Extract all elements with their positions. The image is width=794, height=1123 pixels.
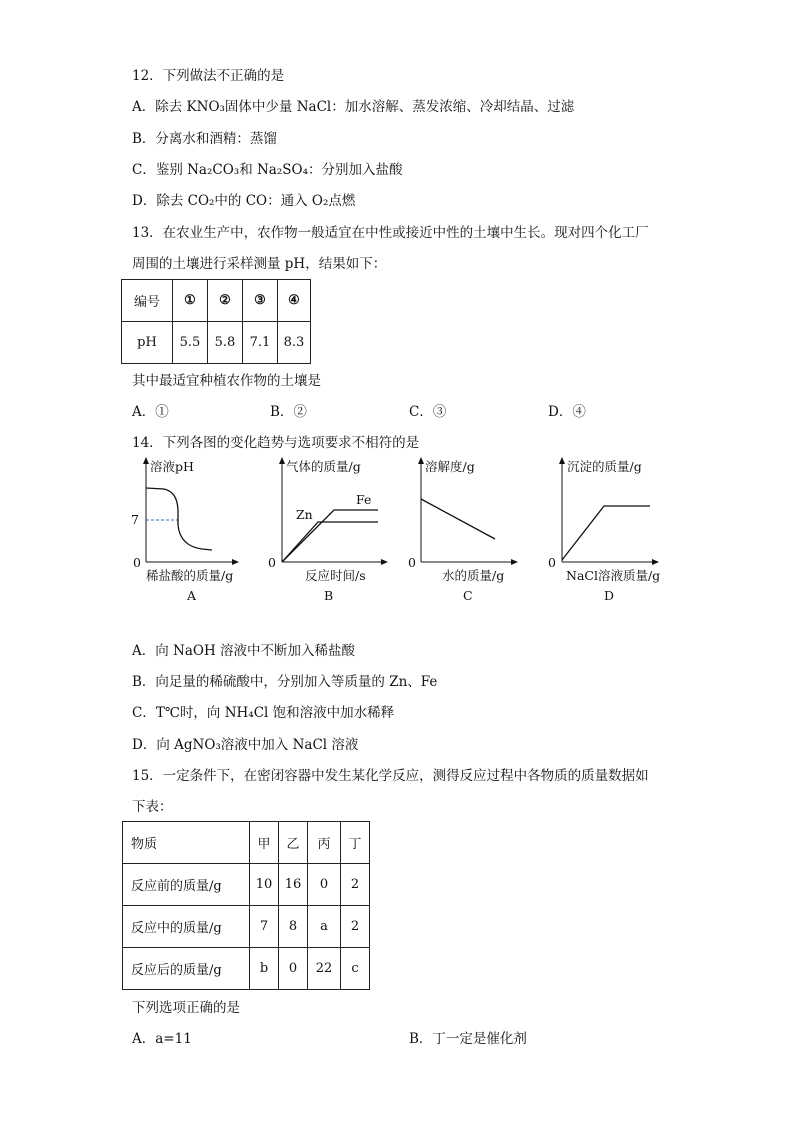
graph-b-zn-line: [282, 522, 378, 562]
q15-row1-bing: 0: [308, 864, 341, 906]
graph-d-caption: D: [604, 588, 615, 603]
graph-d-origin: 0: [548, 555, 556, 570]
q14-option-d: D．向 AgNO₃溶液中加入 NaCl 溶液: [132, 737, 359, 753]
graph-b-ylabel: 气体的质量/g: [286, 459, 361, 474]
graph-c-line: [421, 499, 495, 539]
graph-a-tick-7: 7: [131, 512, 139, 527]
graph-a-origin: 0: [133, 555, 141, 570]
graph-d-line: [562, 506, 650, 560]
q12-option-a: A．除去 KNO₃固体中少量 NaCl：加水溶解、蒸发浓缩、冷却结晶、过滤: [132, 99, 575, 115]
graph-b-xlabel: 反应时间/s: [305, 568, 366, 583]
q15-header-yi: 乙: [279, 822, 308, 864]
graph-a-curve: [146, 488, 212, 550]
q13-table-cell-1: 5.5: [173, 322, 208, 364]
q15-header-ding: 丁: [341, 822, 370, 864]
q15-mass-table: [122, 821, 370, 990]
q15-row3-jia: b: [250, 948, 279, 990]
graph-b: [268, 459, 385, 603]
q12-option-b: B．分离水和酒精：蒸馏: [132, 131, 277, 147]
q15-header-jia: 甲: [250, 822, 279, 864]
graph-c-origin: 0: [408, 555, 416, 570]
graph-b-zn-label: Zn: [296, 507, 313, 522]
q13-table-cell-4: 8.3: [278, 322, 311, 364]
q15-row2-bing: a: [308, 906, 341, 948]
q13-table-header-4: ④: [278, 280, 311, 322]
q15-row1-jia: 10: [250, 864, 279, 906]
q14-option-a: A．向 NaOH 溶液中不断加入稀盐酸: [132, 643, 356, 659]
q15-row3-bing: 22: [308, 948, 341, 990]
q15-row3-label: 反应后的质量/g: [123, 948, 250, 990]
q12-option-c: C．鉴别 Na₂CO₃和 Na₂SO₄：分别加入盐酸: [132, 162, 403, 178]
q13-table-header-label: 编号: [122, 280, 173, 322]
q14-stem: 14．下列各图的变化趋势与选项要求不相符的是: [132, 435, 420, 451]
q13-option-b: B．②: [270, 404, 307, 420]
graph-d-ylabel: 沉淀的质量/g: [567, 459, 642, 474]
q13-option-a: A．①: [132, 404, 169, 420]
graph-a-ylabel: 溶液pH: [150, 459, 194, 474]
q15-question: 下列选项正确的是: [132, 1000, 240, 1016]
q13-table-header-1: ①: [173, 280, 208, 322]
graph-b-fe-label: Fe: [356, 492, 372, 507]
q15-row3-yi: 0: [279, 948, 308, 990]
q15-row2-jia: 7: [250, 906, 279, 948]
q12-option-d: D．除去 CO₂中的 CO：通入 O₂点燃: [132, 193, 356, 209]
q13-question: 其中最适宜种植农作物的土壤是: [132, 373, 321, 389]
q15-row2-ding: 2: [341, 906, 370, 948]
q13-table-row-label: pH: [122, 322, 173, 364]
graph-c-xlabel: 水的质量/g: [442, 568, 505, 583]
q13-stem-line2: 周围的土壤进行采样测量 pH，结果如下：: [132, 256, 387, 272]
graph-a: [131, 459, 236, 603]
q15-row1-ding: 2: [341, 864, 370, 906]
graph-d-xlabel: NaCl溶液质量/g: [566, 568, 661, 583]
q13-table-header-3: ③: [243, 280, 278, 322]
graph-c: [408, 459, 515, 603]
q12-stem: 12．下列做法不正确的是: [132, 68, 285, 84]
q14-option-b: B．向足量的稀硫酸中，分别加入等质量的 Zn、Fe: [132, 674, 438, 690]
q15-row1-yi: 16: [279, 864, 308, 906]
q15-stem-line2: 下表：: [132, 799, 173, 815]
q13-table-cell-3: 7.1: [243, 322, 278, 364]
q15-row1-label: 反应前的质量/g: [123, 864, 250, 906]
q13-option-c: C．③: [409, 404, 447, 420]
graph-a-xlabel: 稀盐酸的质量/g: [146, 568, 234, 583]
q13-stem-line1: 13．在农业生产中，农作物一般适宜在中性或接近中性的土壤中生长。现对四个化工厂: [132, 225, 649, 241]
q15-header-bing: 丙: [308, 822, 341, 864]
q13-option-d: D．④: [548, 404, 586, 420]
q13-table-cell-2: 5.8: [208, 322, 243, 364]
q15-option-b: B．丁一定是催化剂: [409, 1031, 527, 1047]
q13-table-header-2: ②: [208, 280, 243, 322]
q15-row2-yi: 8: [279, 906, 308, 948]
q15-header-substance: 物质: [123, 822, 250, 864]
q15-option-a: A．a=11: [132, 1031, 192, 1047]
graph-c-ylabel: 溶解度/g: [425, 459, 475, 474]
graph-b-origin: 0: [268, 555, 276, 570]
graph-c-caption: C: [463, 588, 473, 603]
q15-stem-line1: 15．一定条件下，在密闭容器中发生某化学反应，测得反应过程中各物质的质量数据如: [132, 768, 649, 784]
graph-d: [548, 459, 660, 603]
q14-option-c: C．T℃时，向 NH₄Cl 饱和溶液中加水稀释: [132, 705, 395, 721]
q15-row2-label: 反应中的质量/g: [123, 906, 250, 948]
graph-b-caption: B: [324, 588, 334, 603]
graph-a-caption: A: [187, 588, 197, 603]
q15-row3-ding: c: [341, 948, 370, 990]
